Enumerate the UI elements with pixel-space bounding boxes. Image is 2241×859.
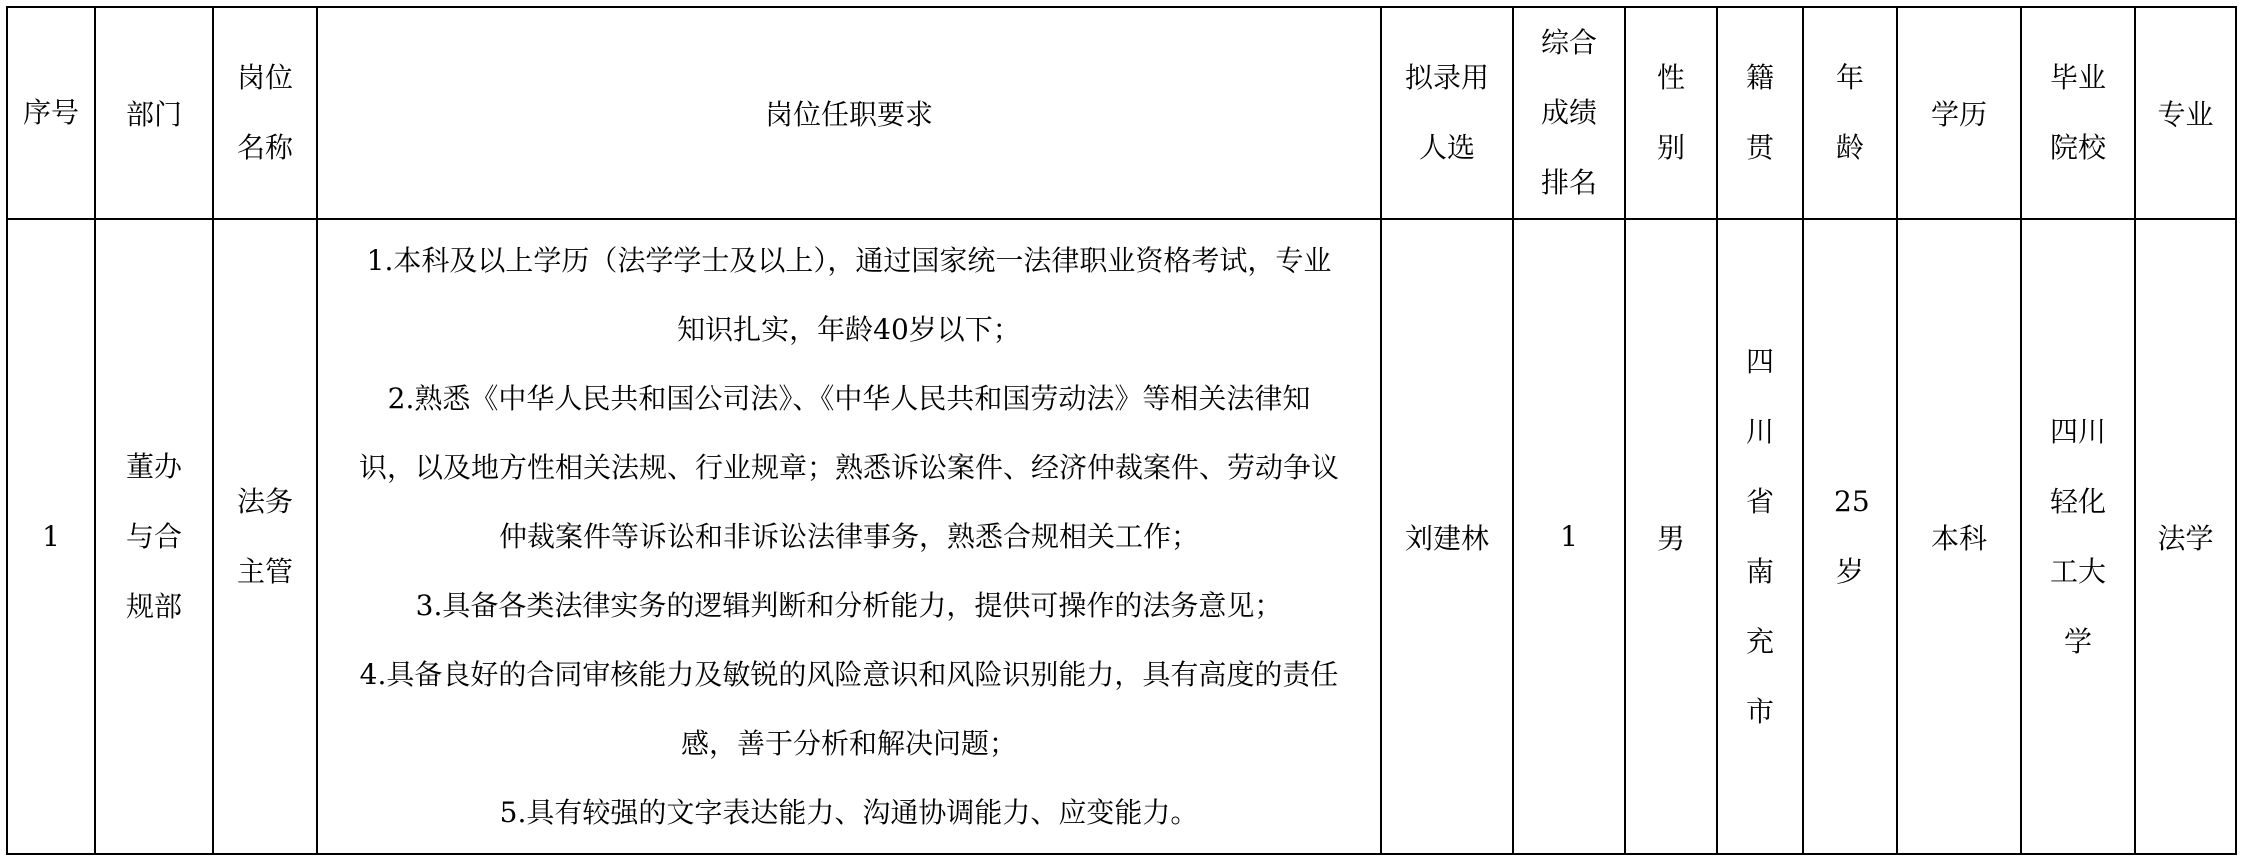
cell-post: 法务主管	[213, 219, 317, 854]
header-origin: 籍贯	[1717, 7, 1803, 219]
recruitment-table	[6, 6, 2237, 855]
header-candidate: 拟录用人选	[1381, 7, 1513, 219]
header-gender: 性别	[1625, 7, 1717, 219]
cell-origin: 四川省南充市	[1717, 219, 1803, 854]
cell-education: 本科	[1897, 219, 2021, 854]
cell-candidate: 刘建林	[1381, 219, 1513, 854]
requirement-line: 感，善于分析和解决问题；	[680, 727, 1017, 760]
header-row	[7, 7, 2236, 219]
requirement-line: 2.熟悉《中华人民共和国公司法》、《中华人民共和国劳动法》等相关法律知	[387, 382, 1311, 415]
header-major: 专业	[2135, 7, 2236, 219]
header-requirements: 岗位任职要求	[317, 7, 1381, 219]
table-row	[7, 219, 2236, 854]
requirement-line: 4.具备良好的合同审核能力及敏锐的风险意识和风险识别能力，具有高度的责任	[359, 658, 1339, 691]
header-dept: 部门	[95, 7, 213, 219]
header-post: 岗位名称	[213, 7, 317, 219]
cell-school: 四川轻化工大学	[2021, 219, 2135, 854]
cell-age: 25岁	[1803, 219, 1897, 854]
requirement-line: 3.具备各类法律实务的逻辑判断和分析能力，提供可操作的法务意见；	[415, 589, 1283, 622]
cell-rank: 1	[1513, 219, 1625, 854]
cell-major: 法学	[2135, 219, 2236, 854]
requirement-line: 5.具有较强的文字表达能力、沟通协调能力、应变能力。	[499, 796, 1199, 829]
header-school: 毕业院校	[2021, 7, 2135, 219]
cell-requirements	[317, 219, 1381, 854]
header-seq: 序号	[7, 7, 95, 219]
requirement-line: 知识扎实，年龄40岁以下；	[677, 313, 1021, 346]
requirement-line: 仲裁案件等诉讼和非诉讼法律事务，熟悉合规相关工作；	[498, 520, 1199, 553]
cell-seq: 1	[7, 219, 95, 854]
cell-gender: 男	[1625, 219, 1717, 854]
requirement-line: 1.本科及以上学历（法学学士及以上），通过国家统一法律职业资格考试，专业	[366, 244, 1332, 277]
cell-dept: 董办与合规部	[95, 219, 213, 854]
header-age: 年龄	[1803, 7, 1897, 219]
header-rank: 综合成绩排名	[1513, 7, 1625, 219]
header-education: 学历	[1897, 7, 2021, 219]
requirement-line: 识，以及地方性相关法规、行业规章；熟悉诉讼案件、经济仲裁案件、劳动争议	[358, 451, 1339, 484]
